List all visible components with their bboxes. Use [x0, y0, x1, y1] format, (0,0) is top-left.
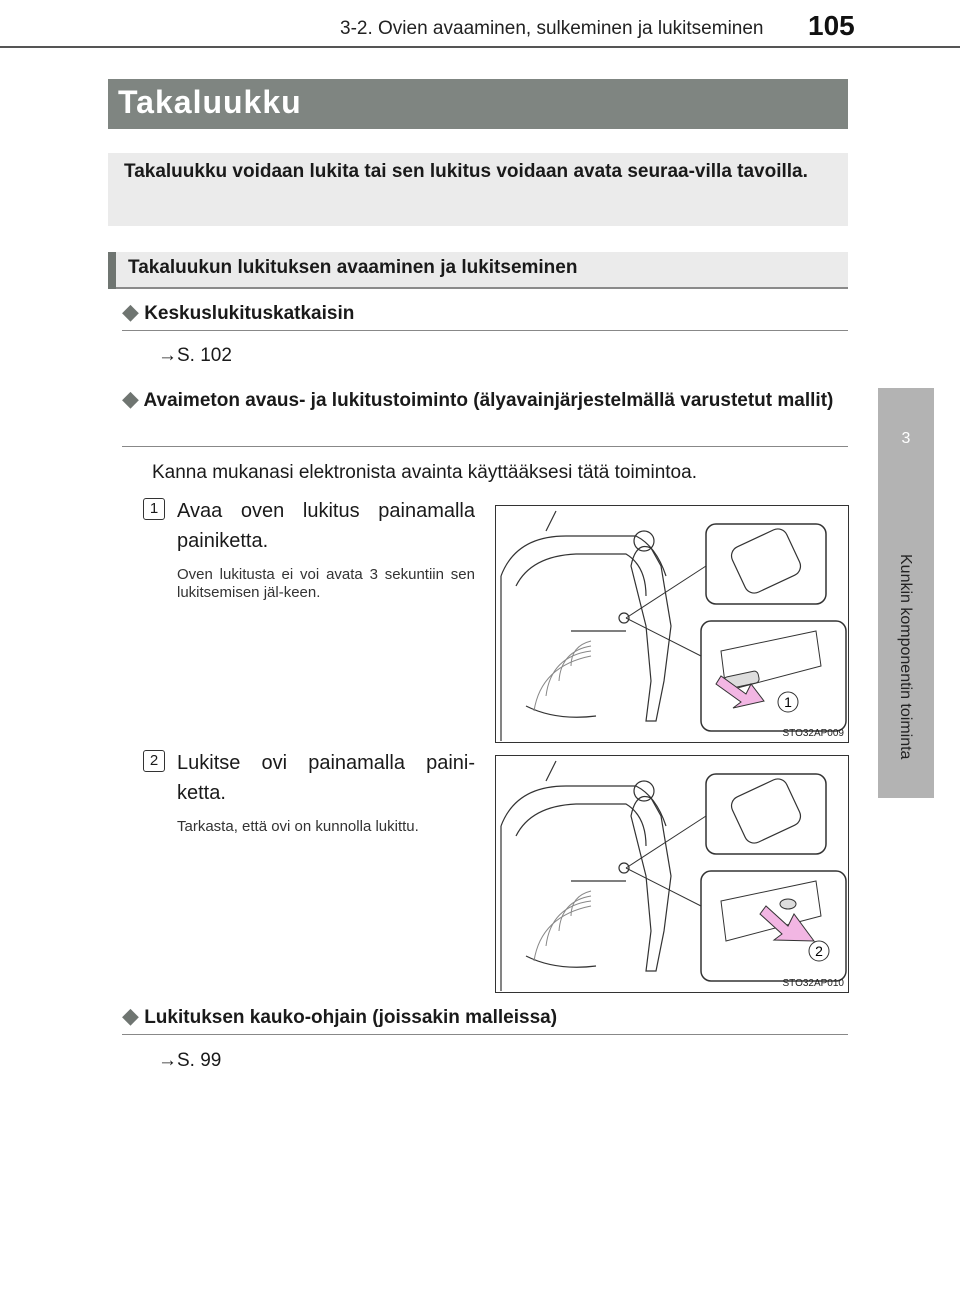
figure-code: STO32AP010: [782, 978, 844, 989]
section-heading: Takaluukun lukituksen avaaminen ja lukitseminen: [128, 257, 578, 278]
chapter-title: Kunkin komponentin toiminta: [897, 554, 914, 760]
page-number: 105: [808, 10, 855, 41]
step-note: Oven lukitusta ei voi avata 3 sekuntiin sen lukitsemisen jäl-keen.: [177, 566, 475, 601]
figure-unlock: [495, 505, 849, 743]
header-rule: [0, 46, 960, 48]
subsection-heading: [122, 1001, 848, 1033]
section-header-accent: [108, 252, 116, 289]
page-reference[interactable]: →S. 102: [158, 345, 232, 366]
page-reference[interactable]: →S. 99: [158, 1050, 222, 1071]
page-title: Takaluukku: [118, 84, 302, 120]
figure-code: STO32AP009: [782, 728, 844, 739]
subsection-heading-text: Avaimeton avaus- ja lukitustoiminto (älyavainjärjestelmällä varustetut mallit): [143, 390, 834, 411]
car-rear-illustration: [496, 506, 848, 742]
diamond-icon: ◆: [122, 299, 139, 324]
step-number-badge: 1: [143, 498, 165, 520]
running-header: 3-2. Ovien avaaminen, sulkeminen ja lukitseminen: [340, 18, 764, 39]
intro-box: [108, 153, 848, 226]
subsection-heading: [122, 297, 848, 329]
chapter-number: 3: [901, 430, 911, 447]
subsection-rule: [122, 1034, 848, 1035]
figure-callout: 2: [815, 943, 823, 959]
intro-text: Takaluukku voidaan lukita tai sen lukitus voidaan avata seuraa-villa tavoilla.: [124, 161, 808, 182]
step-instruction: Avaa oven lukitus painamalla painiketta.: [177, 500, 475, 552]
subsection-heading-text: Keskuslukituskatkaisin: [144, 303, 355, 324]
car-rear-illustration: [496, 756, 848, 992]
figure-lock: [495, 755, 849, 993]
subsection-heading: [122, 384, 848, 416]
subsection-rule: [122, 446, 848, 447]
diamond-icon: ◆: [122, 1003, 139, 1028]
step-number-badge: 2: [143, 750, 165, 772]
subsection-heading-text: Lukituksen kauko-ohjain (joissakin malleissa): [144, 1007, 558, 1028]
body-text: Kanna mukanasi elektronista avainta käyttääksesi tätä toimintoa.: [152, 462, 697, 483]
figure-callout: 1: [784, 694, 792, 710]
step-instruction: Lukitse ovi painamalla paini-ketta.: [177, 752, 475, 804]
diamond-icon: ◆: [122, 386, 139, 411]
subsection-rule: [122, 330, 848, 331]
step-note: Tarkasta, että ovi on kunnolla lukittu.: [177, 818, 419, 835]
